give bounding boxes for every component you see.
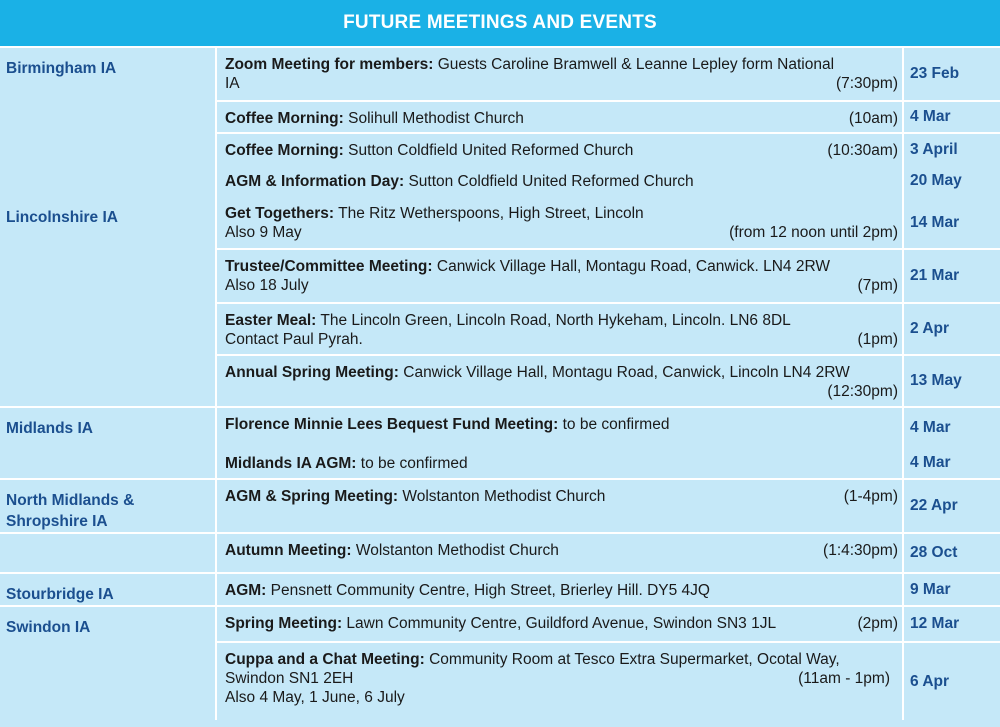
date-cell bbox=[903, 447, 1000, 479]
date-cell bbox=[903, 101, 1000, 133]
event-heading: Spring Meeting: bbox=[225, 615, 343, 632]
event-time: (from 12 noon until 2pm) bbox=[729, 224, 898, 241]
event-cell bbox=[216, 573, 903, 606]
event-heading: Midlands IA AGM: bbox=[225, 455, 357, 472]
event-heading: Zoom Meeting for members: bbox=[225, 56, 434, 73]
org-cell bbox=[0, 573, 216, 606]
event-heading: Trustee/Committee Meeting: bbox=[225, 258, 433, 275]
date-cell bbox=[903, 355, 1000, 407]
date-cell bbox=[903, 249, 1000, 303]
event-date: 21 Mar bbox=[910, 267, 960, 284]
page-title bbox=[0, 0, 1000, 46]
event-date: 4 Mar bbox=[910, 453, 951, 471]
event-heading: Cuppa and a Chat Meeting: bbox=[225, 651, 425, 668]
date-cell bbox=[903, 533, 1000, 573]
date-cell bbox=[903, 303, 1000, 355]
title-text: FUTURE MEETINGS AND EVENTS bbox=[343, 12, 657, 33]
event-heading: Florence Minnie Lees Bequest Fund Meeting: bbox=[225, 416, 559, 433]
event-time: (2pm) bbox=[857, 615, 898, 632]
date-cell bbox=[903, 47, 1000, 101]
date-cell bbox=[903, 133, 1000, 165]
event-text: The Ritz Wetherspoons, High Street, Lincoln bbox=[338, 205, 644, 222]
org-cell bbox=[0, 407, 216, 479]
org-name: Swindon IA bbox=[6, 619, 91, 636]
table-row bbox=[0, 407, 1000, 447]
event-time: (7:30pm) bbox=[835, 75, 898, 92]
event-cell bbox=[216, 447, 903, 479]
date-cell bbox=[903, 407, 1000, 447]
event-text: The Lincoln Green, Lincoln Road, North Hykeham, Lincoln. LN6 8DL bbox=[320, 312, 791, 329]
event-heading: Autumn Meeting: bbox=[225, 542, 352, 559]
event-text: Community Room at Tesco Extra Supermarket, Ocotal Way, bbox=[429, 651, 840, 668]
event-cell bbox=[216, 133, 903, 165]
event-cell bbox=[216, 606, 903, 642]
table-row bbox=[0, 47, 1000, 101]
org-name: Stourbridge IA bbox=[6, 586, 114, 603]
table-row bbox=[0, 573, 1000, 606]
event-line2: IA bbox=[225, 75, 240, 92]
event-text: to be confirmed bbox=[562, 416, 670, 433]
event-text: Lawn Community Centre, Guildford Avenue, Swindon SN3 1JL bbox=[346, 615, 777, 632]
event-cell bbox=[216, 355, 903, 407]
event-text: Sutton Coldfield United Reformed Church bbox=[408, 173, 694, 190]
event-heading: Coffee Morning: bbox=[225, 110, 344, 127]
event-date: 23 Feb bbox=[910, 65, 960, 82]
org-cell bbox=[0, 197, 216, 407]
event-time: (10am) bbox=[848, 110, 898, 127]
event-time: (1-4pm) bbox=[843, 488, 898, 505]
event-date: 22 Apr bbox=[910, 497, 958, 514]
event-cell bbox=[216, 101, 903, 133]
event-heading: Get Togethers: bbox=[225, 205, 335, 222]
table-row bbox=[0, 606, 1000, 642]
table-row bbox=[0, 479, 1000, 533]
event-cell bbox=[216, 249, 903, 303]
event-date: 12 Mar bbox=[910, 615, 960, 632]
event-cell bbox=[216, 642, 903, 720]
events-table bbox=[0, 46, 1000, 720]
event-time: (7pm) bbox=[857, 277, 898, 294]
event-date: 6 Apr bbox=[910, 672, 950, 690]
event-text: Wolstanton Methodist Church bbox=[402, 488, 606, 505]
date-cell bbox=[903, 642, 1000, 720]
event-text: Sutton Coldfield United Reformed Church bbox=[348, 142, 634, 159]
org-name: North Midlands & Shropshire IA bbox=[6, 492, 135, 530]
event-heading: AGM & Information Day: bbox=[225, 173, 405, 190]
event-heading: AGM: bbox=[225, 582, 267, 599]
org-name: Midlands IA bbox=[6, 420, 93, 437]
event-text: to be confirmed bbox=[360, 455, 468, 472]
event-date: 4 Mar bbox=[910, 418, 951, 436]
event-line3: Also 4 May, 1 June, 6 July bbox=[225, 689, 405, 706]
event-date: 20 May bbox=[910, 172, 962, 189]
date-cell bbox=[903, 479, 1000, 533]
event-date: 2 Apr bbox=[910, 320, 950, 337]
event-cell bbox=[216, 479, 903, 533]
event-text: Guests Caroline Bramwell & Leanne Lepley form National bbox=[437, 56, 835, 73]
event-time: (1:4:30pm) bbox=[823, 542, 898, 559]
event-date: 28 Oct bbox=[910, 544, 958, 561]
event-heading: Easter Meal: bbox=[225, 312, 317, 329]
event-line2: Also 9 May bbox=[225, 224, 302, 241]
org-name: Birmingham IA bbox=[6, 60, 117, 77]
event-cell bbox=[216, 47, 903, 101]
event-cell bbox=[216, 407, 903, 447]
event-time: (10:30am) bbox=[827, 142, 898, 159]
org-name: Lincolnshire IA bbox=[6, 209, 118, 226]
event-cell bbox=[216, 533, 903, 573]
event-line2: Contact Paul Pyrah. bbox=[225, 331, 363, 348]
event-heading: Coffee Morning: bbox=[225, 142, 344, 159]
event-time: (11am - 1pm) bbox=[798, 670, 890, 687]
event-time: (1pm) bbox=[857, 331, 898, 348]
event-date: 13 May bbox=[910, 372, 962, 389]
table-row bbox=[0, 197, 1000, 249]
event-cell bbox=[216, 197, 903, 249]
org-cell bbox=[0, 479, 216, 533]
event-line2: Also 18 July bbox=[225, 277, 309, 294]
event-line2: Swindon SN1 2EH bbox=[225, 670, 354, 687]
event-text: Canwick Village Hall, Montagu Road, Canwick, Lincoln LN4 2RW bbox=[403, 364, 850, 381]
date-cell bbox=[903, 573, 1000, 606]
date-cell bbox=[903, 197, 1000, 249]
event-heading: AGM & Spring Meeting: bbox=[225, 488, 399, 505]
event-cell bbox=[216, 303, 903, 355]
table-row bbox=[0, 533, 1000, 573]
event-date: 3 April bbox=[910, 140, 958, 158]
event-date: 9 Mar bbox=[910, 580, 951, 598]
org-cell bbox=[0, 533, 216, 573]
event-heading: Annual Spring Meeting: bbox=[225, 364, 399, 381]
event-text: Canwick Village Hall, Montagu Road, Canwick. LN4 2RW bbox=[436, 258, 831, 275]
event-cell bbox=[216, 165, 903, 197]
org-cell bbox=[0, 47, 216, 197]
event-time: (12:30pm) bbox=[827, 383, 898, 400]
event-text: Wolstanton Methodist Church bbox=[355, 542, 559, 559]
event-date: 14 Mar bbox=[910, 213, 960, 231]
date-cell bbox=[903, 165, 1000, 197]
org-cell bbox=[0, 606, 216, 720]
date-cell bbox=[903, 606, 1000, 642]
event-date: 4 Mar bbox=[910, 108, 951, 125]
event-text: Pensnett Community Centre, High Street, Brierley Hill. DY5 4JQ bbox=[270, 582, 710, 599]
event-text: Solihull Methodist Church bbox=[348, 110, 524, 127]
